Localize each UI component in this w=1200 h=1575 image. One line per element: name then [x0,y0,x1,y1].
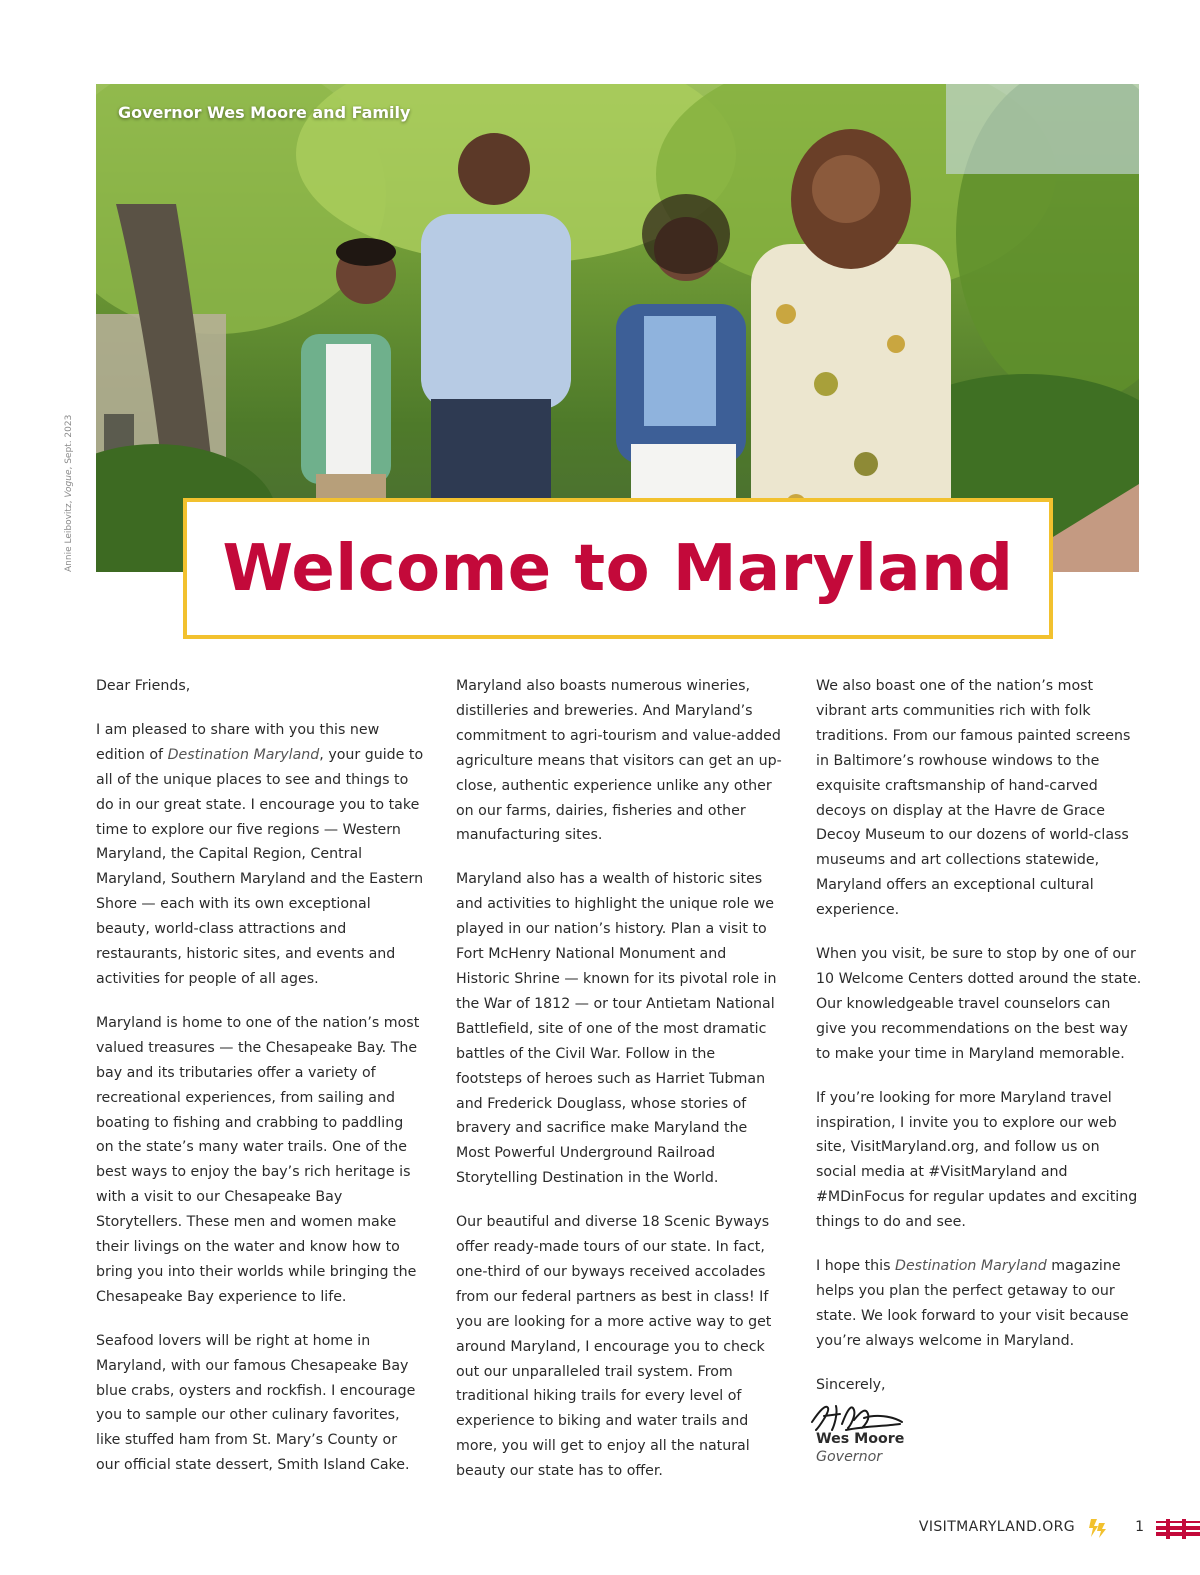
paragraph-online: If you’re looking for more Maryland travel inspiration, I invite you to explore our web site, VisitMaryland.org, and follow us on social media at #VisitMaryland and #MDinFocus for regular updates and exciting things to do and see. [816,1089,1138,1231]
magazine-title-2: Destination Maryland [895,1258,1047,1275]
page-footer [880,1515,1200,1543]
paragraph-byways: Our beautiful and diverse 18 Scenic Byways offer ready-made tours of our state. In fact, one-third of our byways received accolades from our federal partners as best in class! If you are looking for a more active way to get around Maryland, I encourage you to check out our unparalleled trail system. From traditional hiking trails for every level of experience to biking and water trails and more, you will get to enjoy all the natural beauty our state has to offer. [456,1214,772,1480]
signer-name: Wes Moore [816,1430,905,1447]
paragraph-history: Maryland also has a wealth of historic sites and activities to highlight the unique role we played in our nation’s history. Plan a visit to Fort McHenry National Monument and Historic Shrine — known for its pivotal role in the War of 1812 — or tour Antietam National Battlefield, site of one of the most dramatic battles of the Civil War. Follow in the footsteps of heroes such as Harriet Tubman and Frederick Douglass, whose stories of bravery and sacrifice make Maryland the Most Powerful Underground Railroad Storytelling Destination in the World. [456,871,777,1187]
page-number: 1 [1135,1519,1144,1535]
sign-off [816,1373,1144,1466]
title-banner [183,498,1053,639]
footer-site-link[interactable]: VISITMARYLAND.ORG [918,1519,1075,1535]
magazine-title: Destination Maryland [167,746,320,763]
paragraph-welcome-centers: When you visit, be sure to stop by one of our 10 Welcome Centers dotted around the state. Our knowledgeable travel counselors can give you recommendations on the best way to make your time in Maryland memorable. [816,946,1142,1062]
paragraph-intro-after: , your guide to all of the unique places to see and things to do in our great state. I encourage you to take time to explore our five regions — Western Maryland, the Capital Region, Central Maryland, Southern Maryland and the Eastern Shore — each with its own exceptional beauty, world-class attractions and restaurants, historic sites, and events and activities for people of all ages. [96,746,424,987]
photo-credit-publication: Vogue [64,469,74,498]
photo-credit [64,402,78,572]
photo-caption: Governor Wes Moore and Family [118,103,411,122]
paragraph-intro [96,718,424,992]
photo-credit-name: Annie Leibovitz, [64,497,74,572]
lightning-bolt-icon [1087,1517,1107,1539]
maryland-flag-icon [1156,1519,1200,1539]
letter-column-1 [96,674,424,1497]
paragraph-seafood: Seafood lovers will be right at home in Maryland, with our famous Chesapeake Bay blue crabs, oysters and rockfish. I encourage you to sample our other culinary favorites, like stuffed ham from St. Mary’s County or our official state dessert, Smith Island Cake. [96,1332,416,1474]
signature [806,1400,906,1434]
paragraph-closing [816,1254,1144,1354]
paragraph-closing-before: I hope this [816,1258,896,1275]
letter-column-2 [456,674,784,1503]
paragraph-chesapeake: Maryland is home to one of the nation’s most valued treasures — the Chesapeake Bay. The bay and its tributaries offer a variety of recreational experiences, from sailing and boating to fishing and crabbing to paddling on the state’s many water trails. One of the best ways to enjoy the bay’s rich heritage is with a visit to our Chesapeake Bay Storytellers. These men and women make their livings on the water and know how to bring you into their worlds while bringing the Chesapeake Bay experience to life. [96,1014,420,1305]
signer-title: Governor [816,1448,883,1465]
photo-credit-date: , Sept. 2023 [64,414,74,470]
paragraph-wineries: Maryland also boasts numerous wineries, distilleries and breweries. And Maryland’s commitment to agri-tourism and value-added agriculture means that visitors can get an up-close, authentic experience unlike any other on our farms, dairies, fisheries and other manufacturing sites. [456,678,782,844]
paragraph-intro-before: I am pleased to share with you this new edition of [96,721,380,763]
letter-column-3 [816,674,1144,1466]
greeting: Dear Friends, [96,678,191,694]
page-title: Welcome to Maryland [222,531,1014,606]
paragraph-closing-after: magazine helps you plan the perfect getaway to our state. We look forward to your visit because you’re always welcome in Maryland. [816,1258,1129,1349]
paragraph-arts: We also boast one of the nation’s most vibrant arts communities rich with folk traditions. From our famous painted screens in Baltimore’s rowhouse windows to the exquisite craftsmanship of hand-carved decoys on display at the Havre de Grace Decoy Museum to our dozens of world-class museums and art collections statewide, Maryland offers an exceptional cultural experience. [816,678,1131,919]
closing-salutation: Sincerely, [816,1376,886,1393]
